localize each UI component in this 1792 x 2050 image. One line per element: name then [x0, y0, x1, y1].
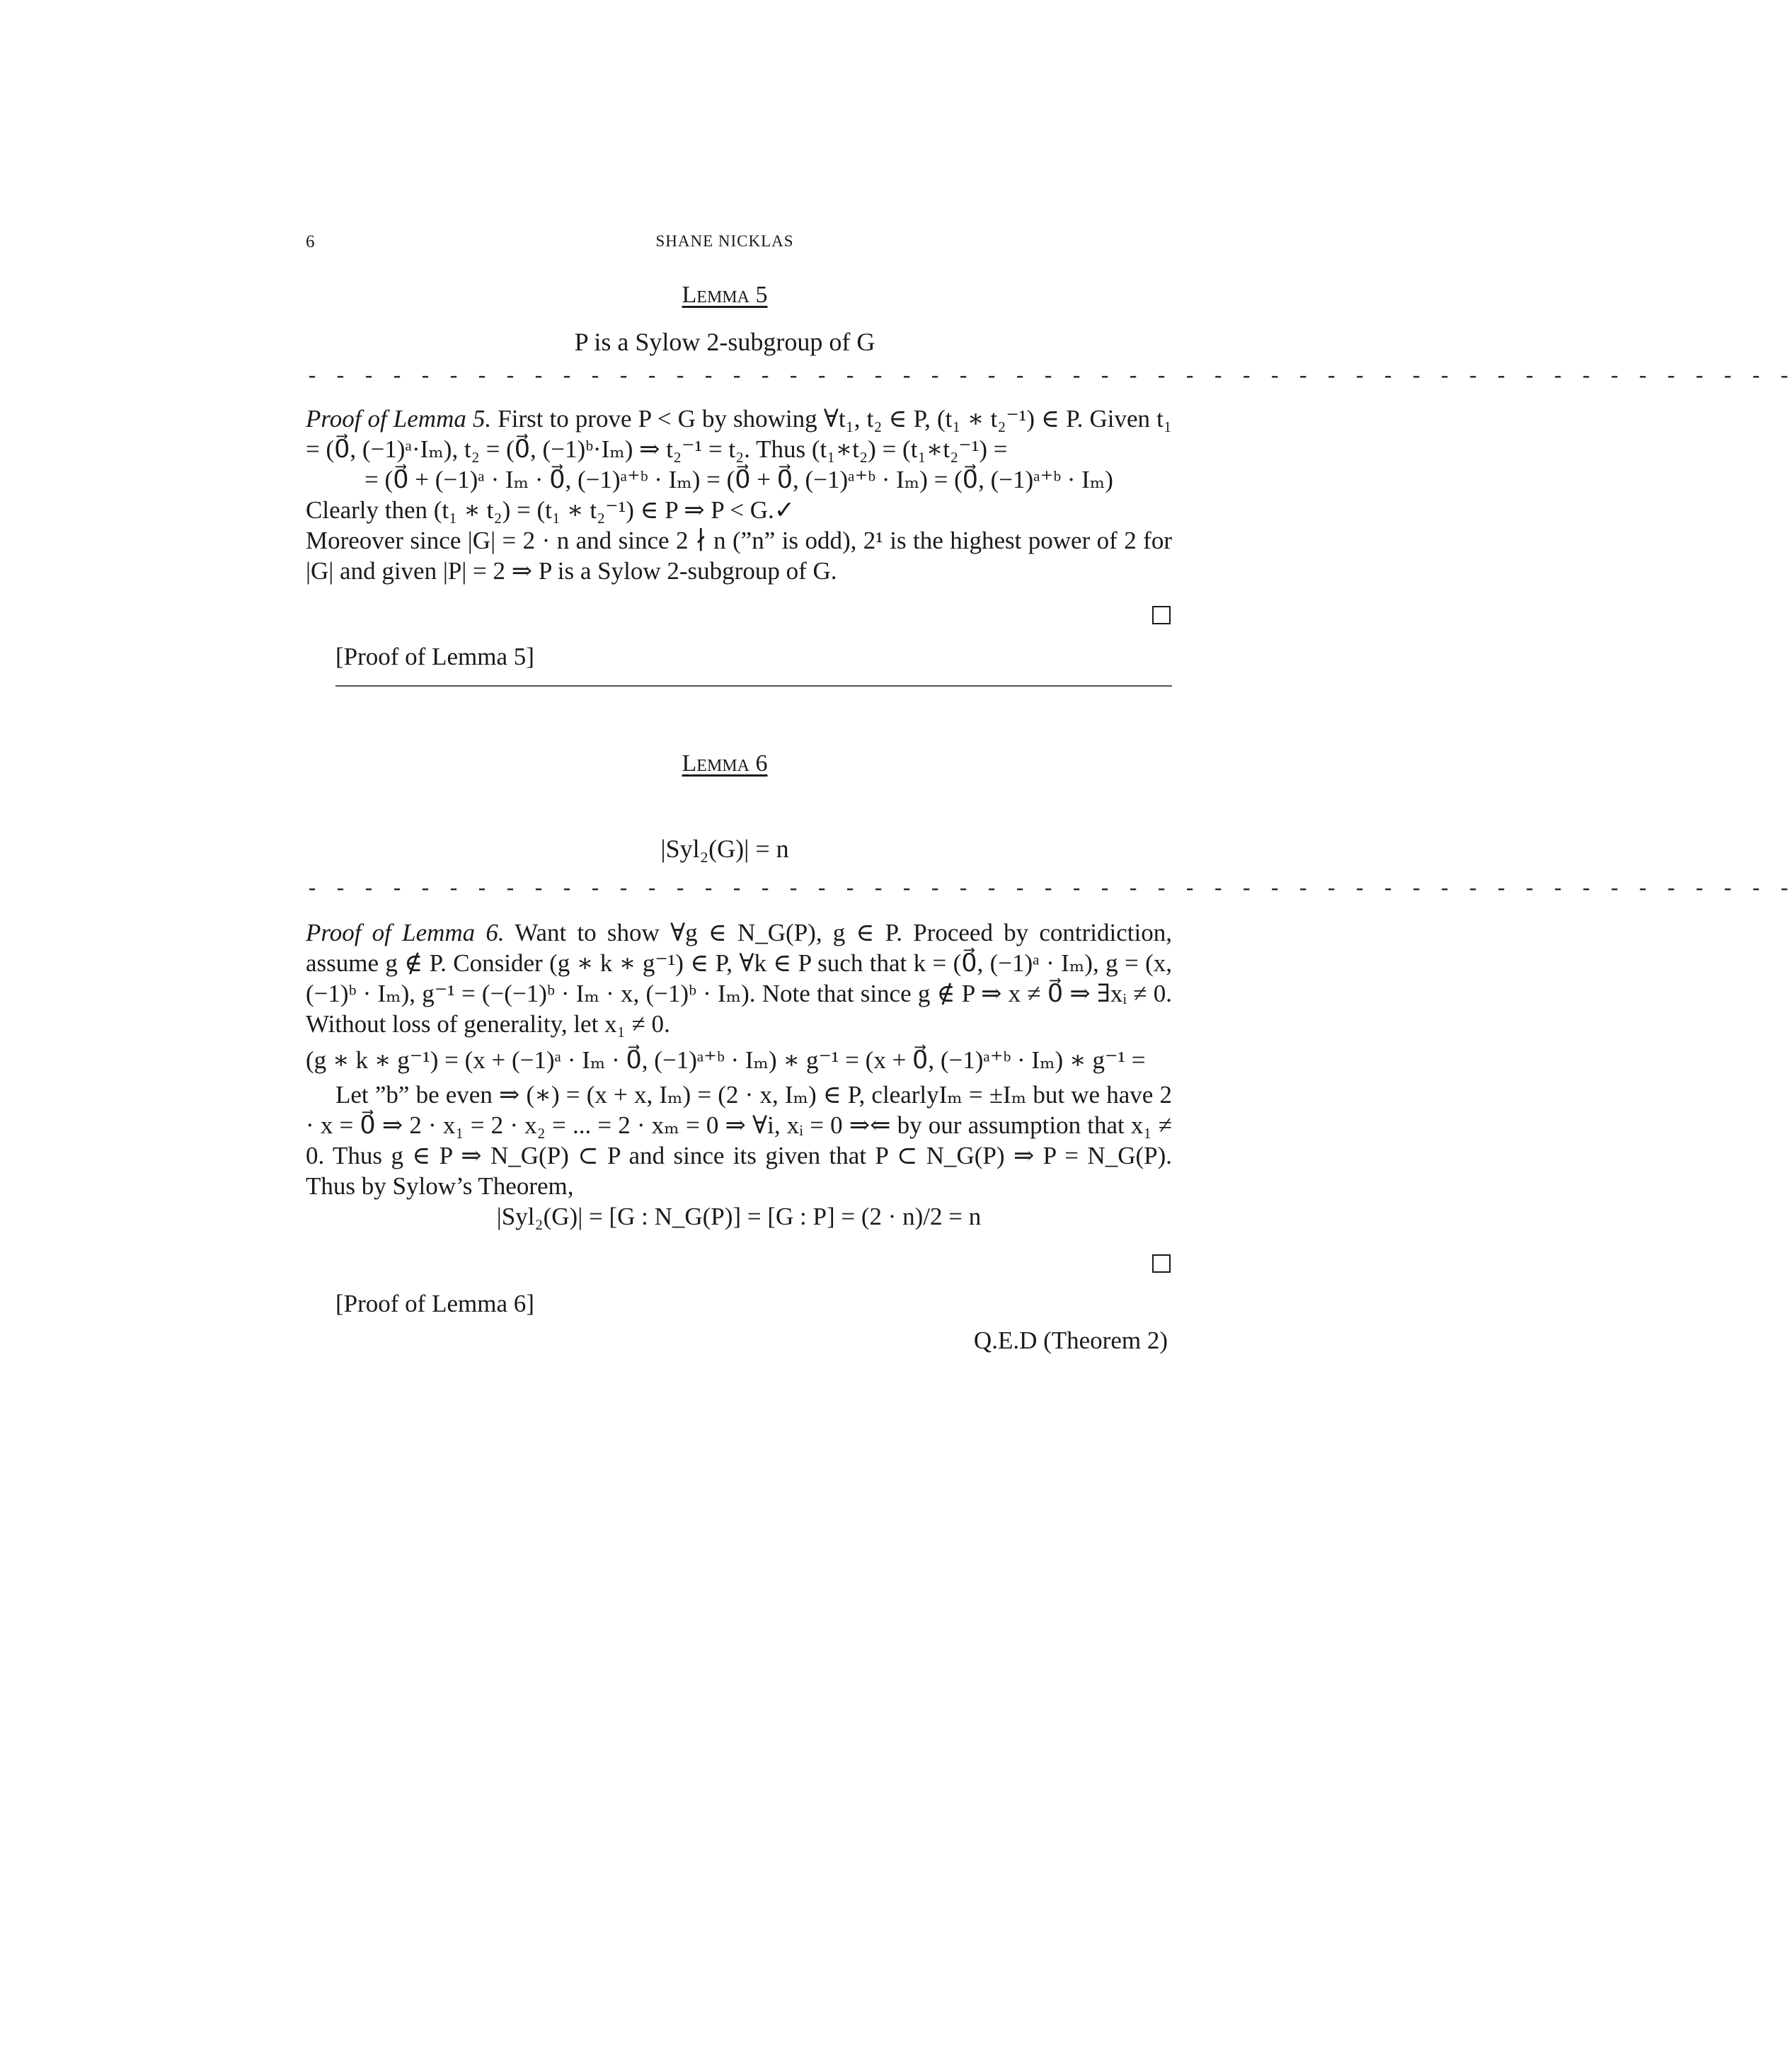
page-number: 6: [306, 232, 315, 251]
lemma-6-proof-label: Proof of Lemma 6.: [306, 919, 505, 946]
lemma-6-bracket-label: [Proof of Lemma 6]: [335, 1290, 534, 1317]
running-head: SHANE NICKLAS: [655, 232, 794, 250]
lemma-5-proof-paragraph: [306, 403, 1172, 464]
lemma-6-display-equation: |Syl₂(G)| = [G : N_G(P)] = [G : P] = (2 · n)/2 = n: [496, 1203, 982, 1230]
lemma-5-proof: [306, 403, 1172, 586]
lemma-5-proof-line-2: Clearly then (t₁ ∗ t₂) = (t₁ ∗ t₂⁻¹) ∈ P ⇒ P < G.✓: [306, 496, 796, 524]
lemma-6-proof-line-2: (g ∗ k ∗ g⁻¹) = (x + (−1)ᵃ · Iₘ · 0⃗, (−1)ᵃ⁺ᵇ · Iₘ) ∗ g⁻¹ = (x + 0⃗, (−1)ᵃ⁺ᵇ · Iₘ) ∗ g⁻¹ =: [306, 1046, 1146, 1074]
theorem-2-qed: Q.E.D (Theorem 2): [973, 1327, 1168, 1354]
lemma-6-statement: |Syl₂(G)| = n: [660, 835, 789, 863]
lemma-6-proof: [306, 917, 1172, 1232]
lemma-5-dash-divider: - - - - - - - - - - - - - - - - - - - - - - - - - - - - - - - - - - - - - - - - - - - - - - - - - - - - -: [306, 365, 1792, 389]
lemma-6-proof-paragraph: [306, 917, 1172, 1039]
horizontal-rule: [335, 685, 1172, 687]
lemma-5-proof-label: Proof of Lemma 5.: [306, 405, 492, 433]
lemma-5-bracket-label: [Proof of Lemma 5]: [335, 643, 534, 670]
lemma-5-qed-box: [1152, 606, 1171, 624]
lemma-6-title: Lemma 6: [682, 750, 768, 777]
lemma-6-proof-line-1: Want to show ∀g ∈ N_G(P), g ∈ P. Proceed by contridiction, assume g ∉ P. Consider (g ∗ k ∗ g⁻¹) ∈ P, ∀k ∈ P such that k = (0⃗, (−1)ᵃ · Iₘ), g = (x, (−1)ᵇ · Iₘ), g⁻¹ = (−(−1)ᵇ · Iₘ · x, (−1)ᵇ · Iₘ). Note that since g ∉ P ⇒ x ≠ 0⃗ ⇒ ∃xᵢ ≠ 0. Without loss of generality, let x₁ ≠ 0.: [306, 919, 1172, 1038]
lemma-6-dash-divider: - - - - - - - - - - - - - - - - - - - - - - - - - - - - - - - - - - - - - - - - - - - - - - - - - - - - -: [306, 878, 1792, 902]
lemma-5-title: Lemma 5: [682, 282, 768, 308]
lemma-5-proof-line-3: Moreover since |G| = 2 · n and since 2 ∤ n (”n” is odd), 2¹ is the highest power of 2 for |G| and given |P| = 2 ⇒ P is a Sylow 2-subgroup of G.: [306, 527, 1172, 585]
lemma-6-qed-box: [1152, 1254, 1171, 1273]
lemma-5-display-equation: = (0⃗ + (−1)ᵃ · Iₘ · 0⃗, (−1)ᵃ⁺ᵇ · Iₘ) = (0⃗ + 0⃗, (−1)ᵃ⁺ᵇ · Iₘ) = (0⃗, (−1)ᵃ⁺ᵇ · Iₘ): [364, 466, 1113, 493]
lemma-5-proof-line-1: First to prove P < G by showing ∀t₁, t₂ ∈ P, (t₁ ∗ t₂⁻¹) ∈ P. Given t₁ = (0⃗, (−1)ᵃ·Iₘ), t₂ = (0⃗, (−1)ᵇ·Iₘ) ⇒ t₂⁻¹ = t₂. Thus (t₁∗t₂) = (t₁∗t₂⁻¹) =: [306, 405, 1173, 463]
lemma-6-proof-line-3: Let ”b” be even ⇒ (∗) = (x + x, Iₘ) = (2 · x, Iₘ) ∈ P, clearlyIₘ = ±Iₘ but we have 2 · x = 0⃗ ⇒ 2 · x₁ = 2 · x₂ = ... = 2 · xₘ = 0 ⇒ ∀i, xᵢ = 0 ⇒⇐ by our assumption that x₁ ≠ 0. Thus g ∈ P ⇒ N_G(P) ⊂ P and since its given that P ⊂ N_G(P) ⇒ P = N_G(P). Thus by Sylow’s Theorem,: [306, 1081, 1172, 1200]
lemma-5-statement: P is a Sylow 2-subgroup of G: [574, 328, 875, 356]
